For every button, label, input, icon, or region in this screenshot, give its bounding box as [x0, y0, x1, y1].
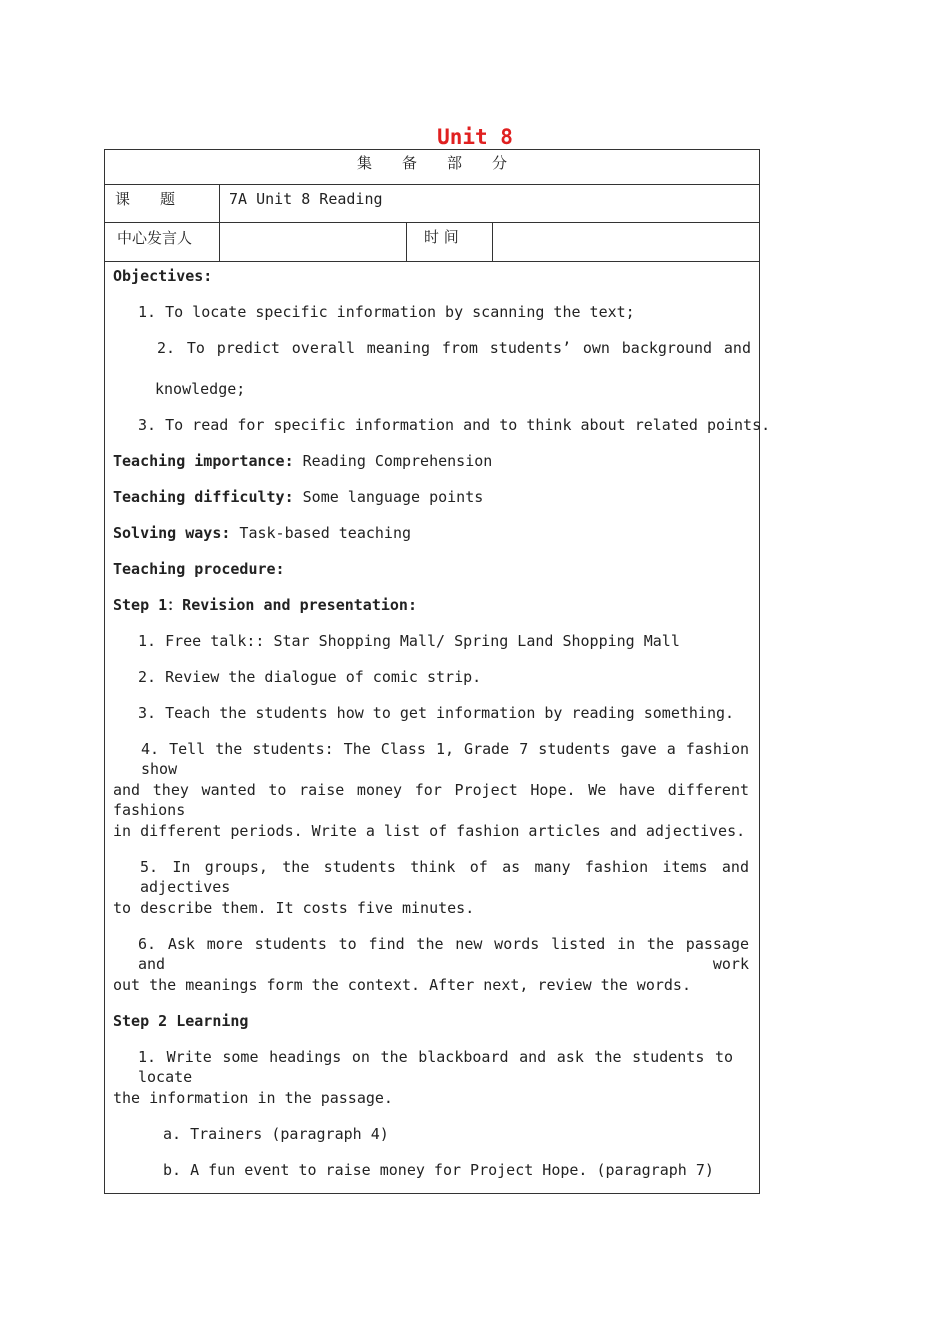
column-divider — [406, 222, 407, 261]
column-divider — [219, 184, 220, 261]
procedure-heading: Teaching procedure: — [113, 560, 285, 578]
step1-heading: Step 1：Revision and presentation: — [113, 596, 417, 614]
step1-item-5-line2: to describe them. It costs five minutes. — [113, 899, 475, 917]
row-divider — [105, 184, 759, 185]
step2-heading: Step 2 Learning — [113, 1012, 249, 1030]
topic-label: 课 题 — [115, 190, 176, 208]
page-title: Unit 8 — [437, 125, 513, 149]
step2-item-1-line2: the information in the passage. — [113, 1089, 393, 1107]
step2-subitem-a: a. Trainers (paragraph 4) — [163, 1125, 389, 1143]
step1-item-1: 1. Free talk:: Star Shopping Mall/ Spring Land Shopping Mall — [138, 632, 680, 650]
column-divider — [492, 222, 493, 261]
time-label: 时 间 — [424, 228, 459, 246]
solving-ways — [113, 523, 411, 543]
step1-item-6-line2: out the meanings form the context. After next, review the words. — [113, 976, 691, 994]
topic-value: 7A Unit 8 Reading — [229, 190, 383, 208]
step1-item-3: 3. Teach the students how to get information by reading something. — [138, 704, 735, 722]
ways-label: Solving ways: — [113, 524, 231, 542]
row-divider — [105, 222, 759, 223]
step1-item-4-line3: in different periods. Write a list of fashion articles and adjectives. — [113, 822, 746, 840]
teaching-importance — [113, 451, 492, 471]
step2-subitem-b: b. A fun event to raise money for Project Hope. (paragraph 7) — [163, 1161, 714, 1179]
teaching-difficulty — [113, 487, 483, 507]
section-label: 集 备 部 分 — [356, 154, 507, 172]
objective-2-line2: knowledge; — [155, 380, 246, 398]
objective-1: 1. To locate specific information by scanning the text; — [138, 303, 635, 321]
row-divider — [105, 261, 759, 262]
speaker-label: 中心发言人 — [117, 229, 193, 247]
step1-item-5-line1: 5. In groups, the students think of as many fashion items and adjectives — [140, 858, 749, 896]
ways-value: Task-based teaching — [230, 524, 412, 542]
difficulty-label: Teaching difficulty: — [113, 488, 294, 506]
objective-3: 3. To read for specific information and to think about related points. — [138, 416, 771, 434]
objective-2-line1: 2. To predict overall meaning from students’ own background and — [157, 339, 751, 357]
objectives-heading: Objectives: — [113, 267, 213, 285]
step1-item-2: 2. Review the dialogue of comic strip. — [138, 668, 482, 686]
step1-item-6-line1: 6. Ask more students to find the new words listed in the passage and work — [138, 935, 749, 973]
step1-item-4-line2: and they wanted to raise money for Project Hope. We have different fashions — [113, 781, 749, 819]
step2-item-1-line1: 1. Write some headings on the blackboard and ask the students to locate — [138, 1048, 733, 1086]
importance-value: Reading Comprehension — [293, 452, 493, 470]
step1-item-4-line1: 4. Tell the students: The Class 1, Grade 7 students gave a fashion show — [141, 740, 749, 778]
difficulty-value: Some language points — [293, 488, 484, 506]
lesson-plan-table — [104, 149, 771, 1194]
importance-label: Teaching importance: — [113, 452, 294, 470]
